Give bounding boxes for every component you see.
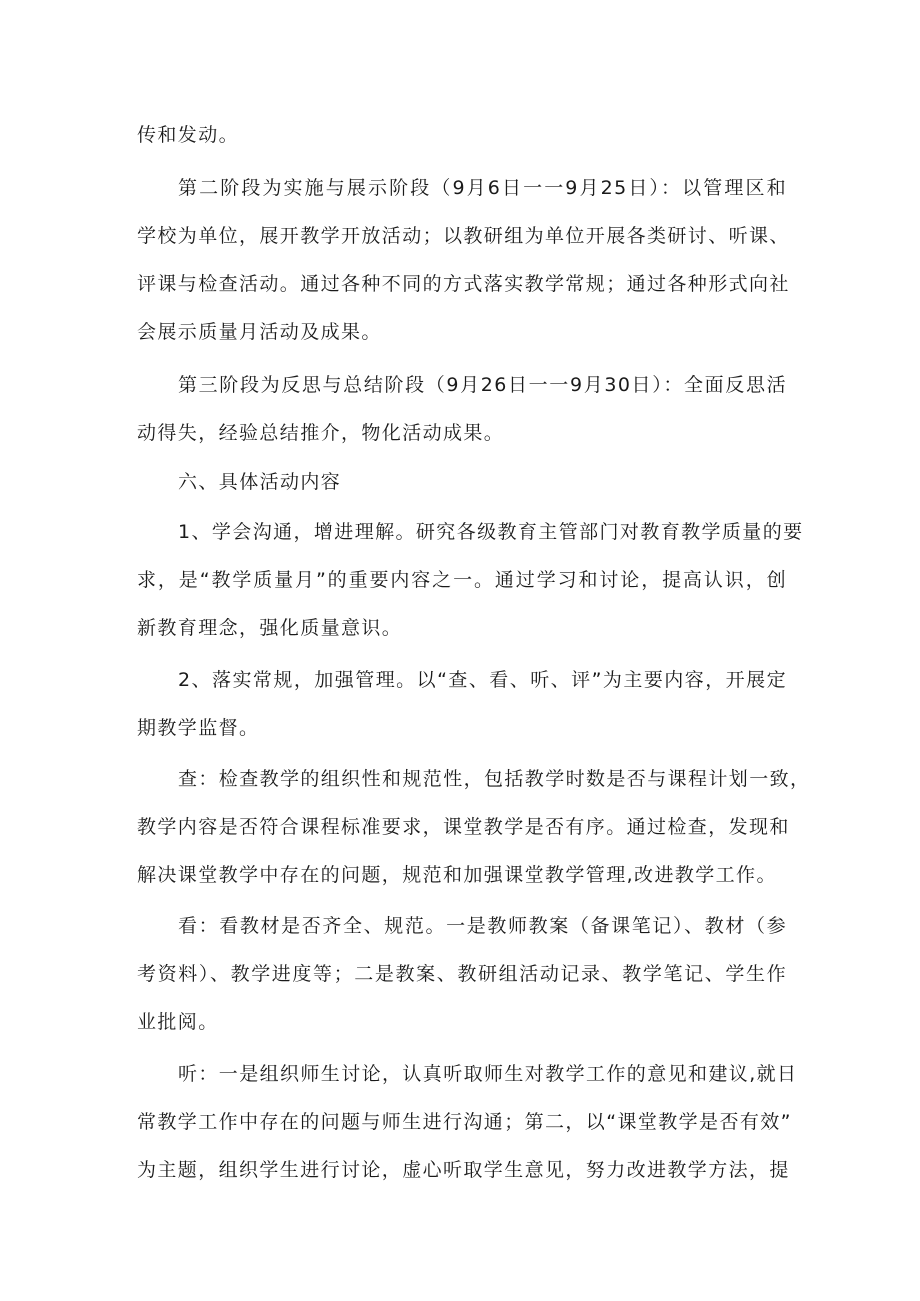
- text-line: 新教育理念，强化质量意识。: [137, 617, 403, 639]
- section-heading: 六、具体活动内容: [178, 471, 342, 493]
- text-line: 学校为单位，展开教学开放活动；以教研组为单位开展各类研讨、听课、: [137, 225, 790, 247]
- text-line: 考资料）、教学进度等；二是教案、教研组活动记录、教学笔记、学生作: [137, 963, 787, 985]
- text-line: 解决课堂教学中存在的问题，规范和加强课堂教学管理,改进教学工作。: [137, 864, 777, 886]
- text-line: 期教学监督。: [137, 717, 260, 739]
- text-line: 传和发动。: [137, 124, 240, 146]
- text-line: 会展示质量月活动及成果。: [137, 321, 382, 343]
- paragraph-item-2-line-1: 2、落实常规，加强管理。以“查、看、听、评”为主要内容，开展定: [178, 669, 787, 691]
- paragraph-item-1-line-1: 1、学会沟通，增进理解。研究各级教育主管部门对教育教学质量的要: [178, 521, 804, 543]
- paragraph-stage-two-line-1: 第二阶段为实施与展示阶段（9月6日一一9月25日）：以管理区和: [178, 177, 787, 199]
- text-line: 求，是“教学质量月”的重要内容之一。通过学习和讨论，提高认识，创: [137, 569, 787, 591]
- text-line: 教学内容是否符合课程标准要求，课堂教学是否有序。通过检查，发现和: [137, 816, 790, 838]
- text-line: 为主题，组织学生进行讨论，虚心听取学生意见，努力改进教学方法，提: [137, 1159, 790, 1181]
- paragraph-listen-line-1: 听：一是组织师生讨论，认真听取师生对教学工作的意见和建议,就日: [178, 1063, 798, 1085]
- text-line: 常教学工作中存在的问题与师生进行沟通；第二，以“课堂教学是否有效”: [137, 1111, 792, 1133]
- text-line: 评课与检查活动。通过各种不同的方式落实教学常规；通过各种形式向社: [137, 273, 790, 295]
- text-line: 动得失，经验总结推介，物化活动成果。: [137, 422, 505, 444]
- paragraph-check-line-1: 查：检查教学的组织性和规范性，包括教学时数是否与课程计划一致，: [178, 768, 811, 790]
- paragraph-stage-three-line-1: 第三阶段为反思与总结阶段（9月26日一一9月30日）：全面反思活: [178, 374, 787, 396]
- text-line: 业批阅。: [137, 1011, 219, 1033]
- paragraph-look-line-1: 看：看教材是否齐全、规范。一是教师教案（备课笔记）、教材（参: [178, 915, 787, 937]
